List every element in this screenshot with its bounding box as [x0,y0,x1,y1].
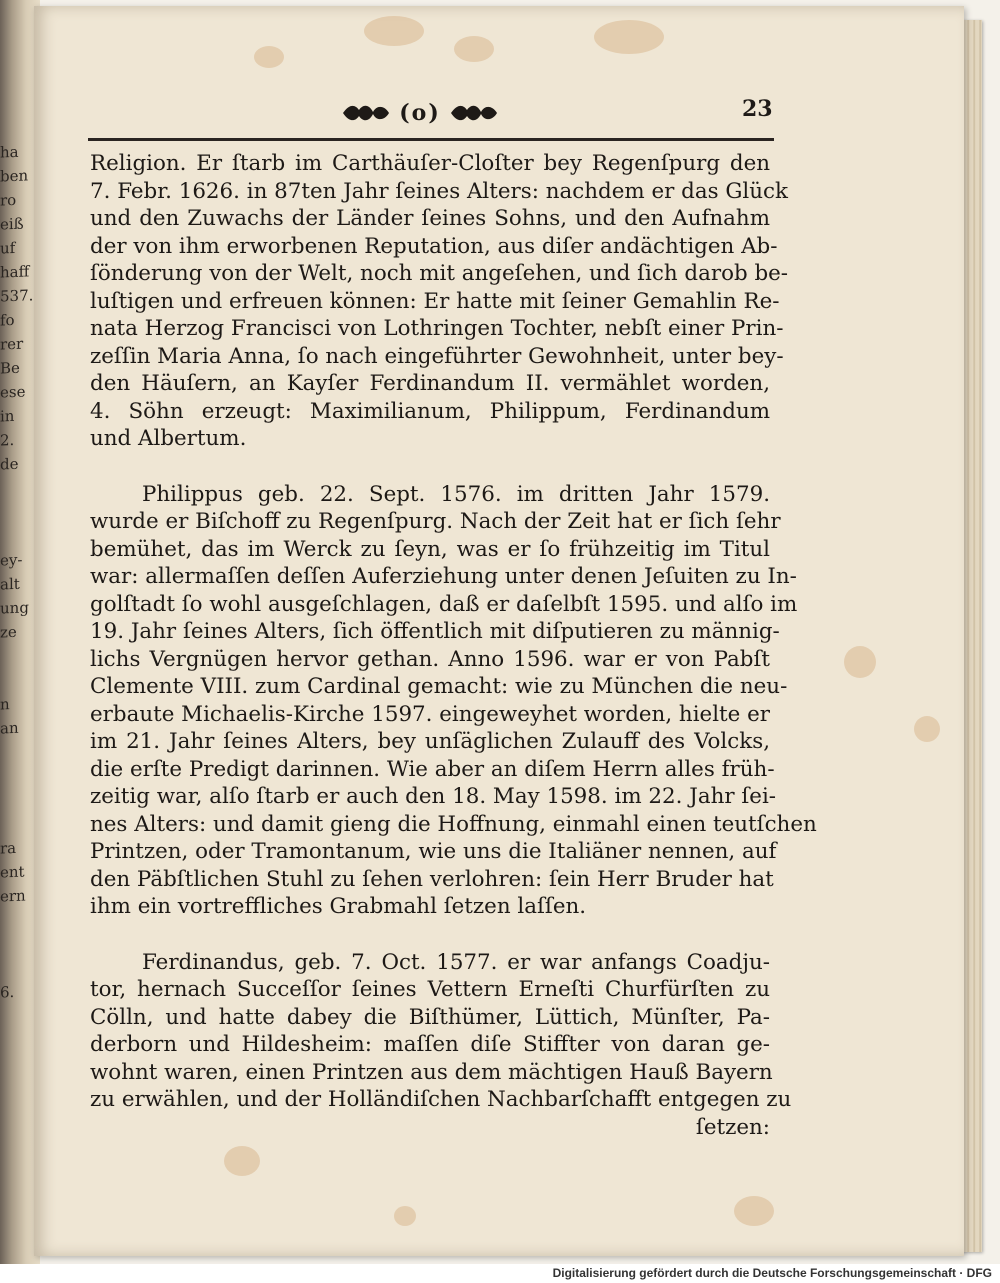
facing-page-line [0,932,26,957]
facing-page-line [0,740,26,765]
text-line: Cölln, und hatte dabey die Biſthümer, Lüttich, Münſter, Pa- [90,1004,770,1030]
text-line: die erſte Predigt darinnen. Wie aber an diſem Herrn alles früh- [90,756,775,782]
ornament-right-icon [449,102,499,124]
running-header [340,96,500,130]
facing-page-line: ha [0,142,19,162]
facing-page-line: ern [0,886,26,906]
facing-page-line: in [0,406,15,426]
facing-page-line: 2. [0,430,15,450]
text-line: Printzen, oder Tramontanum, wie uns die Italiäner nennen, auf [90,839,777,864]
facing-page-line [0,812,26,837]
text-line: derborn und Hildesheim: maſſen diſe Stiffter von daran ge- [90,1032,770,1057]
facing-page-line: haff [0,262,30,282]
text-line: im 21. Jahr ſeines Alters, bey unſäglichen Zulauff des Volcks, [90,729,770,754]
paragraph [90,949,792,1142]
facing-page-line [0,956,26,981]
text-line: nata Herzog Francisci von Lothringen Tochter, nebſt einer Prin- [90,316,784,341]
text-line: bemühet, das im Werck zu ſeyn, was er ſo frühzeitig im Titul [90,536,770,562]
text-line: Ferdinandus, geb. 7. Oct. 1577. er war anfangs Coadju- [142,949,770,975]
facing-page-line [0,524,26,549]
facing-page-line: ro [0,190,17,210]
facing-page-line [0,788,26,813]
text-line: 4. Söhn erzeugt: Maximilianum, Philippum, Ferdinandum [90,398,770,424]
facing-page-line: n [0,695,10,714]
facing-page-line: alt [0,574,20,594]
facing-page-line: ung [0,598,29,618]
text-line: zeitig war, alſo ſtarb er auch den 18. May 1598. im 22. Jahr ſei- [90,784,777,809]
page-number: 23 [742,96,773,122]
facing-page-line [0,908,26,933]
facing-page-line: ey- [0,550,23,570]
text-line: Clemente VIII. zum Cardinal gemacht: wie zu München die neu- [90,674,788,699]
header-rule [88,138,774,141]
paragraph [90,481,817,921]
text-line: zeſſin Maria Anna, ſo nach eingeführter Gewohnheit, unter bey- [90,343,784,369]
facing-page-line [0,764,26,789]
facing-page-line [0,668,26,693]
text-line: Religion. Er ſtarb im Carthäuſer-Cloſter bey Regenſpurg den [90,151,770,176]
facing-page-line: an [0,718,19,738]
text-line: 19. Jahr ſeines Alters, ſich öffentlich mit diſputieren zu männig- [90,619,780,644]
catchword: ſetzen: [695,1114,770,1140]
facing-page-line [0,644,26,669]
facing-page-line: de [0,454,19,474]
text-line: golſtadt ſo wohl ausgeſchlagen, daß er daſelbſt 1595. und alſo im [90,591,798,617]
text-line: und Albertum. [90,426,247,451]
facing-page-line: ben [0,166,29,186]
text-line: erbaute Michaelis-Kirche 1597. eingeweyhet worden, hielte er [90,701,770,727]
text-line: zu erwählen, und der Holländiſchen Nachbarſchafft entgegen zu [90,1087,792,1112]
footer-credit: Digitalisierung gefördert durch die Deutsche Forschungsgemeinschaft · DFG [552,1266,992,1280]
facing-page-fragment [0,140,34,1140]
facing-page-line: rer [0,334,24,354]
facing-page-line: ze [0,622,17,642]
text-line: nes Alters: und damit gieng die Hoffnung, einmahl einen teutſchen [90,811,817,837]
facing-page-line [0,476,26,501]
text-line: den Päbſtlichen Stuhl zu ſehen verlohren: ſein Herr Bruder hat [90,866,774,892]
facing-page-line: ese [0,382,26,402]
text-line: tor, hernach Succeſſor ſeines Vettern Erneſti Churfürſten zu [90,977,770,1002]
text-line: ihm ein vortreffliches Grabmahl ſetzen laſſen. [90,894,587,919]
text-line: war: allermaſſen deſſen Auferziehung unter denen Jeſuiten zu In- [90,564,797,589]
paragraph [90,150,789,453]
facing-page-line: ra [0,838,17,858]
facing-page-line: uf [0,238,16,258]
text-line: luſtigen und erfreuen können: Er hatte mit ſeiner Gemahlin Re- [90,288,780,314]
text-line: wurde er Biſchoff zu Regenſpurg. Nach der Zeit hat er ſich ſehr [90,509,781,534]
facing-page-line [0,500,26,525]
facing-page-line: Be [0,358,20,378]
facing-page-line: 537. [0,286,34,306]
facing-page-line [0,1004,26,1029]
text-line: lichs Vergnügen hervor gethan. Anno 1596. war er von Pabſt [90,646,770,672]
text-line: 7. Febr. 1626. in 87ten Jahr ſeines Alters: nachdem er das Glück [90,178,788,204]
text-line: den Häuſern, an Kayſer Ferdinandum II. vermählet worden, [90,371,770,396]
header-mark: (o) [399,100,441,126]
text-line: wohnt waren, einen Printzen aus dem mächtigen Hauß Bayern [90,1059,773,1085]
facing-page-line [0,1028,26,1053]
facing-page-line: 6. [0,982,15,1002]
ornament-left-icon [341,102,391,124]
body-text [90,150,817,1169]
text-line: der von ihm erworbenen Reputation, aus diſer andächtigen Ab- [90,233,778,259]
text-line: Philippus geb. 22. Sept. 1576. im dritten Jahr 1579. [142,481,770,507]
facing-page-line: eiß [0,214,24,234]
text-line: ſönderung von der Welt, noch mit angeſehen, und ſich darob be- [90,261,789,286]
facing-page-line: fo [0,310,15,330]
facing-page-line: ent [0,862,25,882]
text-line: und den Zuwachs der Länder ſeines Sohns, und den Aufnahm [90,206,770,231]
